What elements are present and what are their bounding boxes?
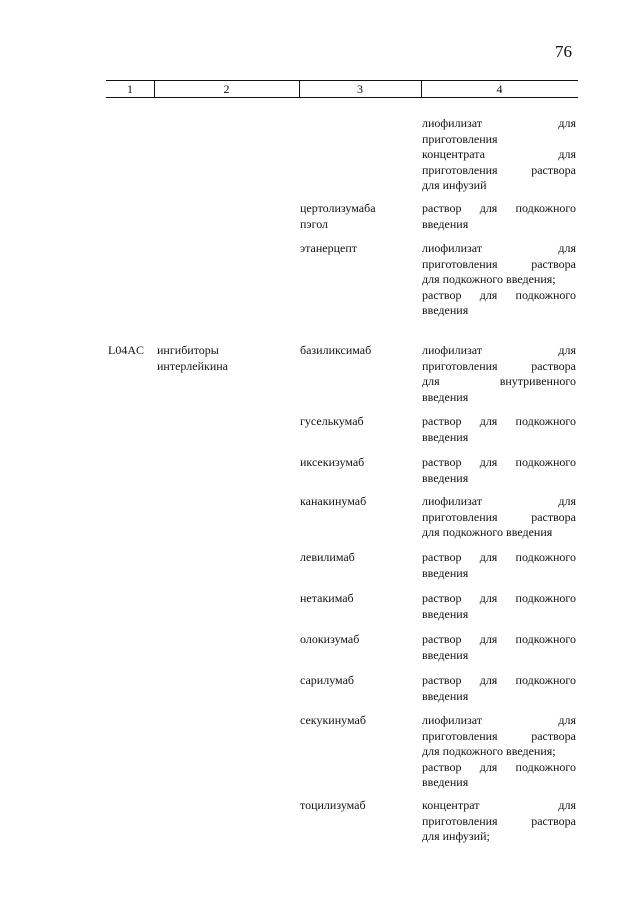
table-header	[106, 80, 578, 98]
form-line: введения	[422, 647, 469, 662]
atc-code: L04AC	[108, 343, 144, 357]
dosage-form	[422, 591, 576, 622]
drug-name	[300, 455, 364, 471]
form-line: лиофилизат для	[422, 116, 576, 130]
form-line: введения	[422, 688, 469, 703]
form-line: раствор для подкожного	[422, 759, 576, 774]
dosage-form	[422, 241, 576, 319]
drug-name-line: секукинумаб	[300, 713, 366, 727]
drug-name-line: пэгол	[300, 216, 329, 231]
drug-name	[300, 494, 366, 510]
form-line: для инфузий;	[422, 829, 490, 843]
continued-dosage-form	[422, 116, 576, 194]
dosage-form	[422, 550, 576, 581]
atc-group-name	[157, 343, 228, 374]
drug-name	[300, 201, 376, 232]
drug-name	[300, 673, 354, 689]
drug-name	[300, 343, 371, 359]
dosage-form	[422, 494, 576, 541]
form-line: раствор для подкожного	[422, 201, 576, 215]
drug-name-line: гуселькумаб	[300, 414, 364, 428]
dosage-form	[422, 632, 576, 663]
form-line: лиофилизат для	[422, 713, 576, 727]
form-line: раствор для подкожного	[422, 414, 576, 428]
group-name-line: ингибиторы	[157, 343, 219, 357]
drug-name	[300, 798, 366, 814]
form-line: раствор для подкожного	[422, 673, 576, 687]
form-line: введения	[422, 303, 469, 317]
form-line: для подкожного введения	[422, 525, 553, 539]
drug-name	[300, 713, 366, 729]
form-line: приготовления раствора	[422, 256, 576, 271]
header-col-4: 4	[496, 82, 503, 96]
form-line: приготовления раствора	[422, 728, 576, 743]
form-line: раствор для подкожного	[422, 455, 576, 469]
form-line: приготовления раствора	[422, 813, 576, 828]
header-col-2: 2	[223, 82, 230, 96]
form-line: раствор для подкожного	[422, 632, 576, 646]
dosage-form	[422, 798, 576, 845]
form-line: лиофилизат для	[422, 343, 576, 357]
form-line: приготовления	[422, 131, 498, 146]
form-line: раствор для подкожного	[422, 591, 576, 605]
form-line: введения	[422, 775, 469, 789]
form-line: приготовления раствора	[422, 509, 576, 524]
form-line: введения	[422, 429, 469, 444]
page-number: 76	[555, 42, 572, 61]
form-line: для подкожного введения;	[422, 272, 556, 286]
drug-name	[300, 414, 364, 430]
form-line: для внутривенного	[422, 374, 576, 388]
form-line: для подкожного введения;	[422, 744, 556, 758]
drug-name-line: этанерцепт	[300, 241, 358, 255]
header-col-1: 1	[127, 82, 133, 96]
form-line: приготовления раствора	[422, 162, 576, 177]
form-line: приготовления раствора	[422, 358, 576, 373]
form-line: лиофилизат для	[422, 241, 576, 255]
drug-name-line: базиликсимаб	[300, 343, 372, 357]
form-line: раствор для подкожного	[422, 550, 576, 564]
drug-name	[300, 550, 355, 566]
drug-name-line: цертолизумаба	[300, 201, 376, 215]
drug-name-line: нетакимаб	[300, 591, 354, 605]
form-line: лиофилизат для	[422, 494, 576, 508]
drug-name	[300, 241, 357, 257]
drug-name-line: иксекизумаб	[300, 455, 365, 469]
drug-name-line: сарилумаб	[300, 673, 354, 687]
dosage-form	[422, 343, 576, 405]
drug-name-line: тоцилизумаб	[300, 798, 366, 812]
form-line: концентрата для	[422, 147, 576, 161]
dosage-form	[422, 713, 576, 791]
drug-name-line: канакинумаб	[300, 494, 367, 508]
dosage-form	[422, 455, 576, 486]
drug-name-line: левилимаб	[300, 550, 355, 564]
form-line: для инфузий	[422, 178, 487, 192]
form-line: введения	[422, 565, 469, 580]
form-line: введения	[422, 606, 469, 621]
drug-name-line: олокизумаб	[300, 632, 360, 646]
dosage-form	[422, 414, 576, 445]
header-col-3: 3	[357, 82, 363, 96]
dosage-form	[422, 673, 576, 704]
form-line: раствор для подкожного	[422, 287, 576, 302]
form-line: введения	[422, 470, 469, 485]
form-line: введения	[422, 216, 469, 231]
group-name-line: интерлейкина	[157, 358, 228, 373]
drug-name	[300, 591, 354, 607]
dosage-form	[422, 201, 576, 232]
form-line: введения	[422, 389, 469, 404]
form-line: концентрат для	[422, 798, 576, 812]
drug-name	[300, 632, 359, 648]
